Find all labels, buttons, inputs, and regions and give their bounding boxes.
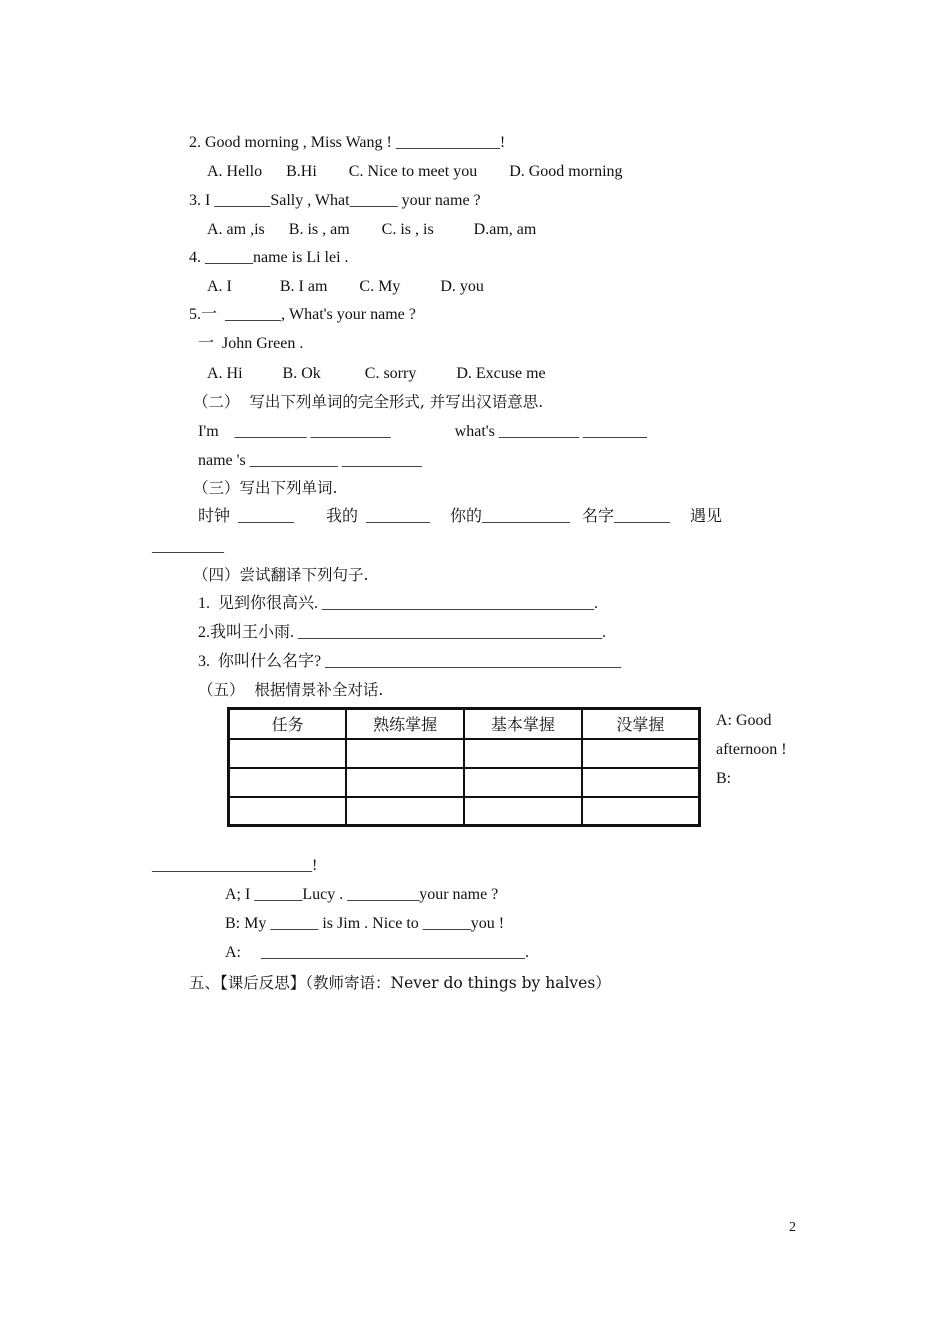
question-5-reply: 一 John Green .: [198, 335, 304, 352]
section-4-title: （四）尝试翻译下列句子.: [193, 566, 369, 584]
question-3-options: A. am ,is B. is , am C. is , is D.am, am: [207, 221, 537, 238]
section-2-title: （二） 写出下列单词的完全形式, 并写出汉语意思.: [193, 393, 544, 411]
table-cell[interactable]: [582, 797, 700, 826]
table-cell[interactable]: [229, 739, 347, 768]
translate-sentence-3: 3. 你叫什么名字? _____________________________________: [198, 653, 622, 670]
question-2-options: A. Hello B.Hi C. Nice to meet you D. Good morning: [207, 163, 623, 180]
after-class-reflection: 五、【课后反思】（教师寄语：Never do things by halves）: [189, 974, 611, 992]
table-header-cell: 任务: [229, 709, 347, 739]
section-3-line-2: _________: [152, 538, 224, 555]
translate-sentence-1: 1. 见到你很高兴. __________________________________.: [198, 595, 599, 612]
question-5-options: A. Hi B. Ok C. sorry D. Excuse me: [207, 365, 546, 382]
translate-sentence-2: 2.我叫王小雨. ______________________________________.: [198, 624, 607, 641]
section-2-line-2: name 's ___________ __________: [198, 452, 422, 469]
question-4: 4. ______name is Li lei .: [189, 249, 349, 266]
table-cell[interactable]: [346, 768, 464, 797]
table-cell[interactable]: [229, 768, 347, 797]
task-mastery-table: [227, 707, 701, 827]
table-cell[interactable]: [229, 797, 347, 826]
table-cell[interactable]: [464, 797, 582, 826]
dialogue-line-2: B: My ______ is Jim . Nice to ______you !: [225, 915, 505, 932]
table-row: [229, 768, 700, 797]
dialogue-side-line-3: B:: [716, 770, 732, 787]
section-2-line-1: I'm _________ __________ what's __________ ________: [198, 423, 647, 440]
dialogue-side-line-1: A: Good: [716, 712, 772, 729]
question-4-options: A. I B. I am C. My D. you: [207, 278, 484, 295]
table-row: [229, 797, 700, 826]
table-cell[interactable]: [464, 739, 582, 768]
dialogue-side-line-2: afternoon !: [716, 741, 787, 758]
table-header-row: [229, 709, 700, 739]
table-header-cell: 基本掌握: [464, 709, 582, 739]
dialogue-line-1: A; I ______Lucy . _________your name ?: [225, 886, 499, 903]
page-number: 2: [789, 1220, 796, 1235]
table-cell[interactable]: [464, 768, 582, 797]
question-3: 3. I _______Sally , What______ your name ?: [189, 192, 481, 209]
table-cell[interactable]: [346, 797, 464, 826]
question-2: 2. Good morning , Miss Wang ! _____________!: [189, 134, 506, 151]
section-3-title: （三）写出下列单词.: [193, 479, 338, 497]
table-cell[interactable]: [582, 768, 700, 797]
table-cell[interactable]: [346, 739, 464, 768]
section-3-line-1: 时钟 _______ 我的 ________ 你的___________ 名字_______ 遇见: [198, 508, 723, 525]
table-header-cell: 没掌握: [582, 709, 700, 739]
dialogue-line-3: A: _________________________________.: [225, 944, 529, 961]
table-header-cell: 熟练掌握: [346, 709, 464, 739]
table-cell[interactable]: [582, 739, 700, 768]
dialogue-blank-line: ____________________!: [152, 857, 318, 874]
question-5: 5.一 _______, What's your name ?: [189, 306, 416, 323]
section-5-title: （五） 根据情景补全对话.: [198, 681, 384, 699]
table-row: [229, 739, 700, 768]
